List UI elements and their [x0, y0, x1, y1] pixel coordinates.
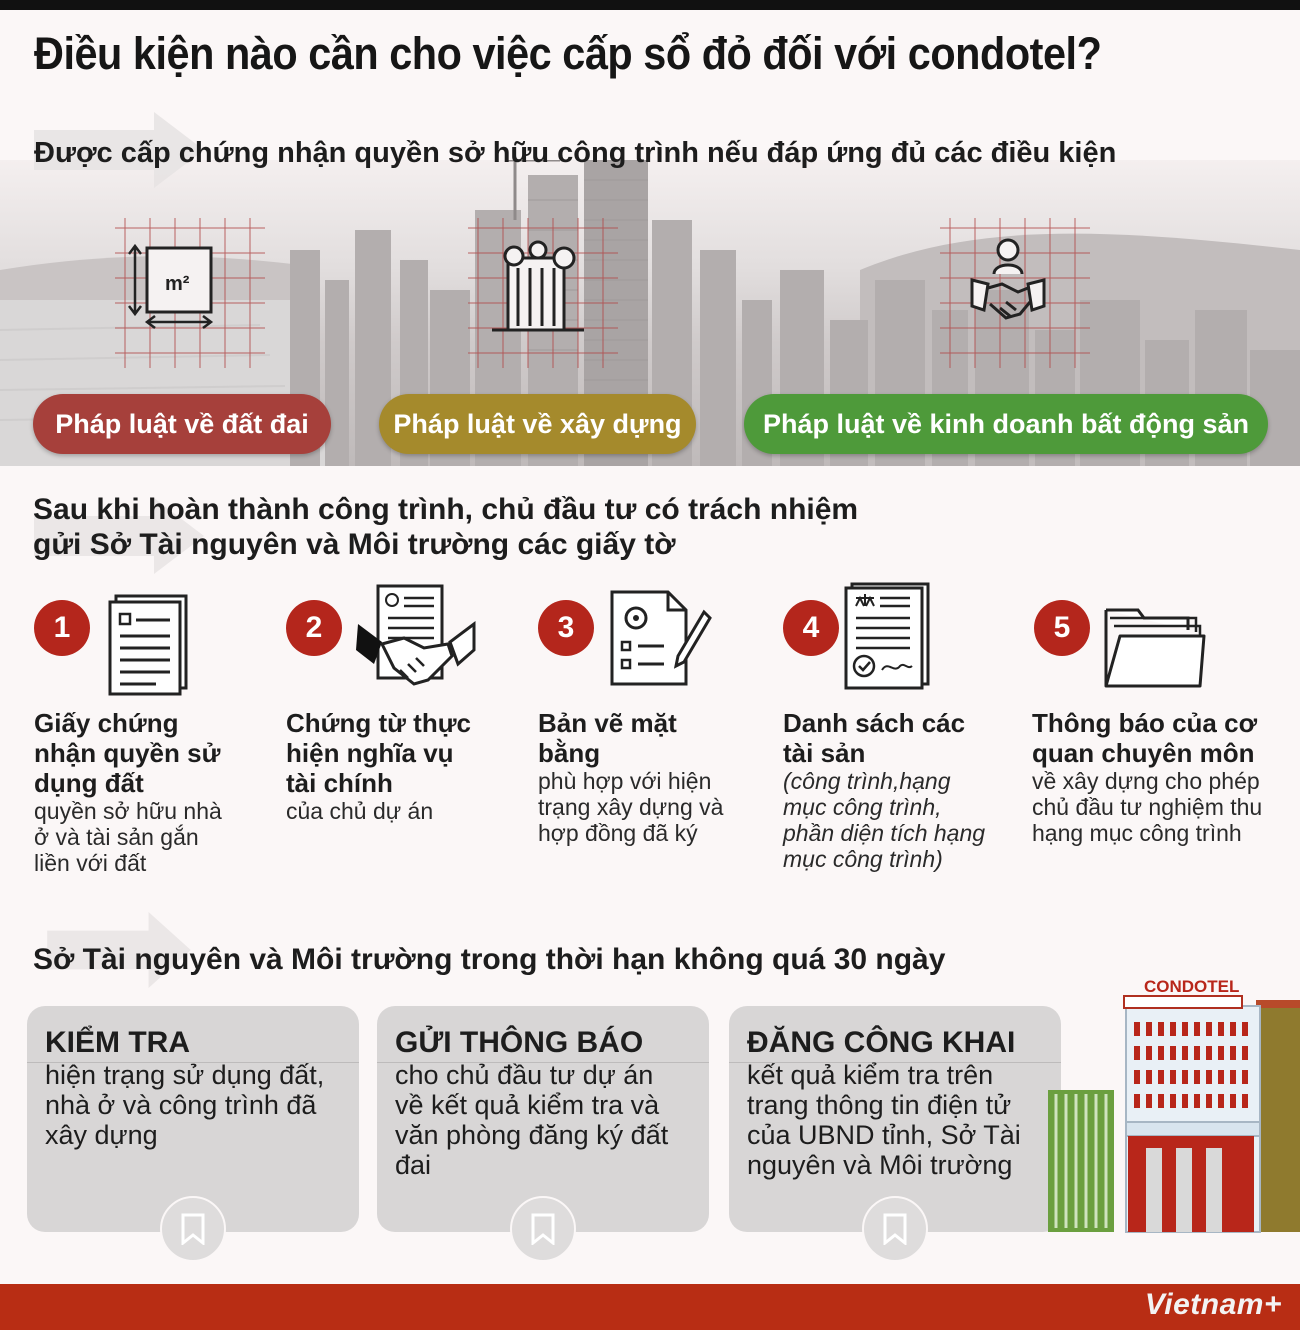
drawing-plan-icon — [608, 588, 714, 692]
step-desc-4: (công trình,hạng mục công trình, phần diện tích hạng mục công trình) — [783, 768, 986, 872]
handshake-icon — [940, 218, 1090, 368]
footer-bar — [0, 1284, 1300, 1330]
pill-land-law: Pháp luật về đất đai — [33, 394, 331, 454]
bookmark-icon — [160, 1196, 226, 1262]
brand-logo[interactable]: Vietnam+ — [1144, 1288, 1282, 1321]
building-sign: CONDOTEL — [1144, 977, 1240, 996]
pill-real-estate-law: Pháp luật về kinh doanh bất động sản — [744, 394, 1268, 454]
bookmark-icon — [862, 1196, 928, 1262]
land-area-icon — [115, 218, 265, 368]
step-title-4: Danh sách các tài sản — [783, 708, 966, 768]
handshake-document-icon — [356, 584, 476, 694]
step-desc-1: quyền sở hữu nhà ở và tài sản gắn liền với đất — [34, 798, 222, 876]
card-publish — [729, 1006, 1061, 1232]
step-title-1: Giấy chứng nhận quyền sử dụng đất — [34, 708, 221, 798]
condotel-building-illustration — [1046, 972, 1300, 1234]
asset-list-document-icon — [844, 582, 934, 690]
card-notify-text: cho chủ đầu tư dự án về kết quả kiểm tra và văn phòng đăng ký đất đai — [395, 1060, 669, 1180]
page-title: Điều kiện nào cần cho việc cấp sổ đỏ đối với condotel? — [34, 28, 1102, 79]
step-number-3: 3 — [538, 600, 594, 656]
step-number-5: 5 — [1034, 600, 1090, 656]
section2-heading — [33, 492, 858, 562]
card-inspect-title: KIỂM TRA — [45, 1026, 190, 1059]
certificate-document-icon — [104, 594, 200, 698]
step-title-5: Thông báo của cơ quan chuyên môn — [1032, 708, 1258, 768]
section3-heading: Sở Tài nguyên và Môi trường trong thời hạn không quá 30 ngày — [33, 943, 946, 976]
step-desc-3: phù hợp với hiện trạng xây dựng và hợp đồng đã ký — [538, 768, 724, 846]
top-bar — [0, 0, 1300, 10]
step-desc-5: về xây dựng cho phép chủ đầu tư nghiệm thu hạng mục công trình — [1032, 768, 1263, 846]
folder-icon — [1100, 606, 1206, 690]
section2-heading-line1: Sau khi hoàn thành công trình, chủ đầu tư có trách nhiệm — [33, 493, 859, 526]
step-number-4: 4 — [783, 600, 839, 656]
card-publish-text: kết quả kiểm tra trên trang thông tin điện tử của UBND tỉnh, Sở Tài nguyên và Môi trường — [747, 1060, 1021, 1180]
card-notify — [377, 1006, 709, 1232]
construction-icon — [468, 218, 618, 368]
pill-construction-law: Pháp luật về xây dựng — [379, 394, 696, 454]
step-number-1: 1 — [34, 600, 90, 656]
section2-heading-line2: gửi Sở Tài nguyên và Môi trường các giấy tờ — [33, 528, 676, 561]
section1-heading: Được cấp chứng nhận quyền sở hữu công trình nếu đáp ứng đủ các điều kiện — [34, 137, 1117, 169]
bookmark-icon — [510, 1196, 576, 1262]
card-inspect-text: hiện trạng sử dụng đất, nhà ở và công trình đã xây dựng — [45, 1060, 325, 1150]
step-title-3: Bản vẽ mặt bằng — [538, 708, 677, 768]
card-inspect — [27, 1006, 359, 1232]
card-publish-title: ĐĂNG CÔNG KHAI — [747, 1026, 1016, 1059]
step-desc-2: của chủ dự án — [286, 798, 434, 824]
step-title-2: Chứng từ thực hiện nghĩa vụ tài chính — [286, 708, 472, 798]
step-number-2: 2 — [286, 600, 342, 656]
unit-label: m² — [165, 273, 190, 295]
card-notify-title: GỬI THÔNG BÁO — [395, 1026, 644, 1059]
